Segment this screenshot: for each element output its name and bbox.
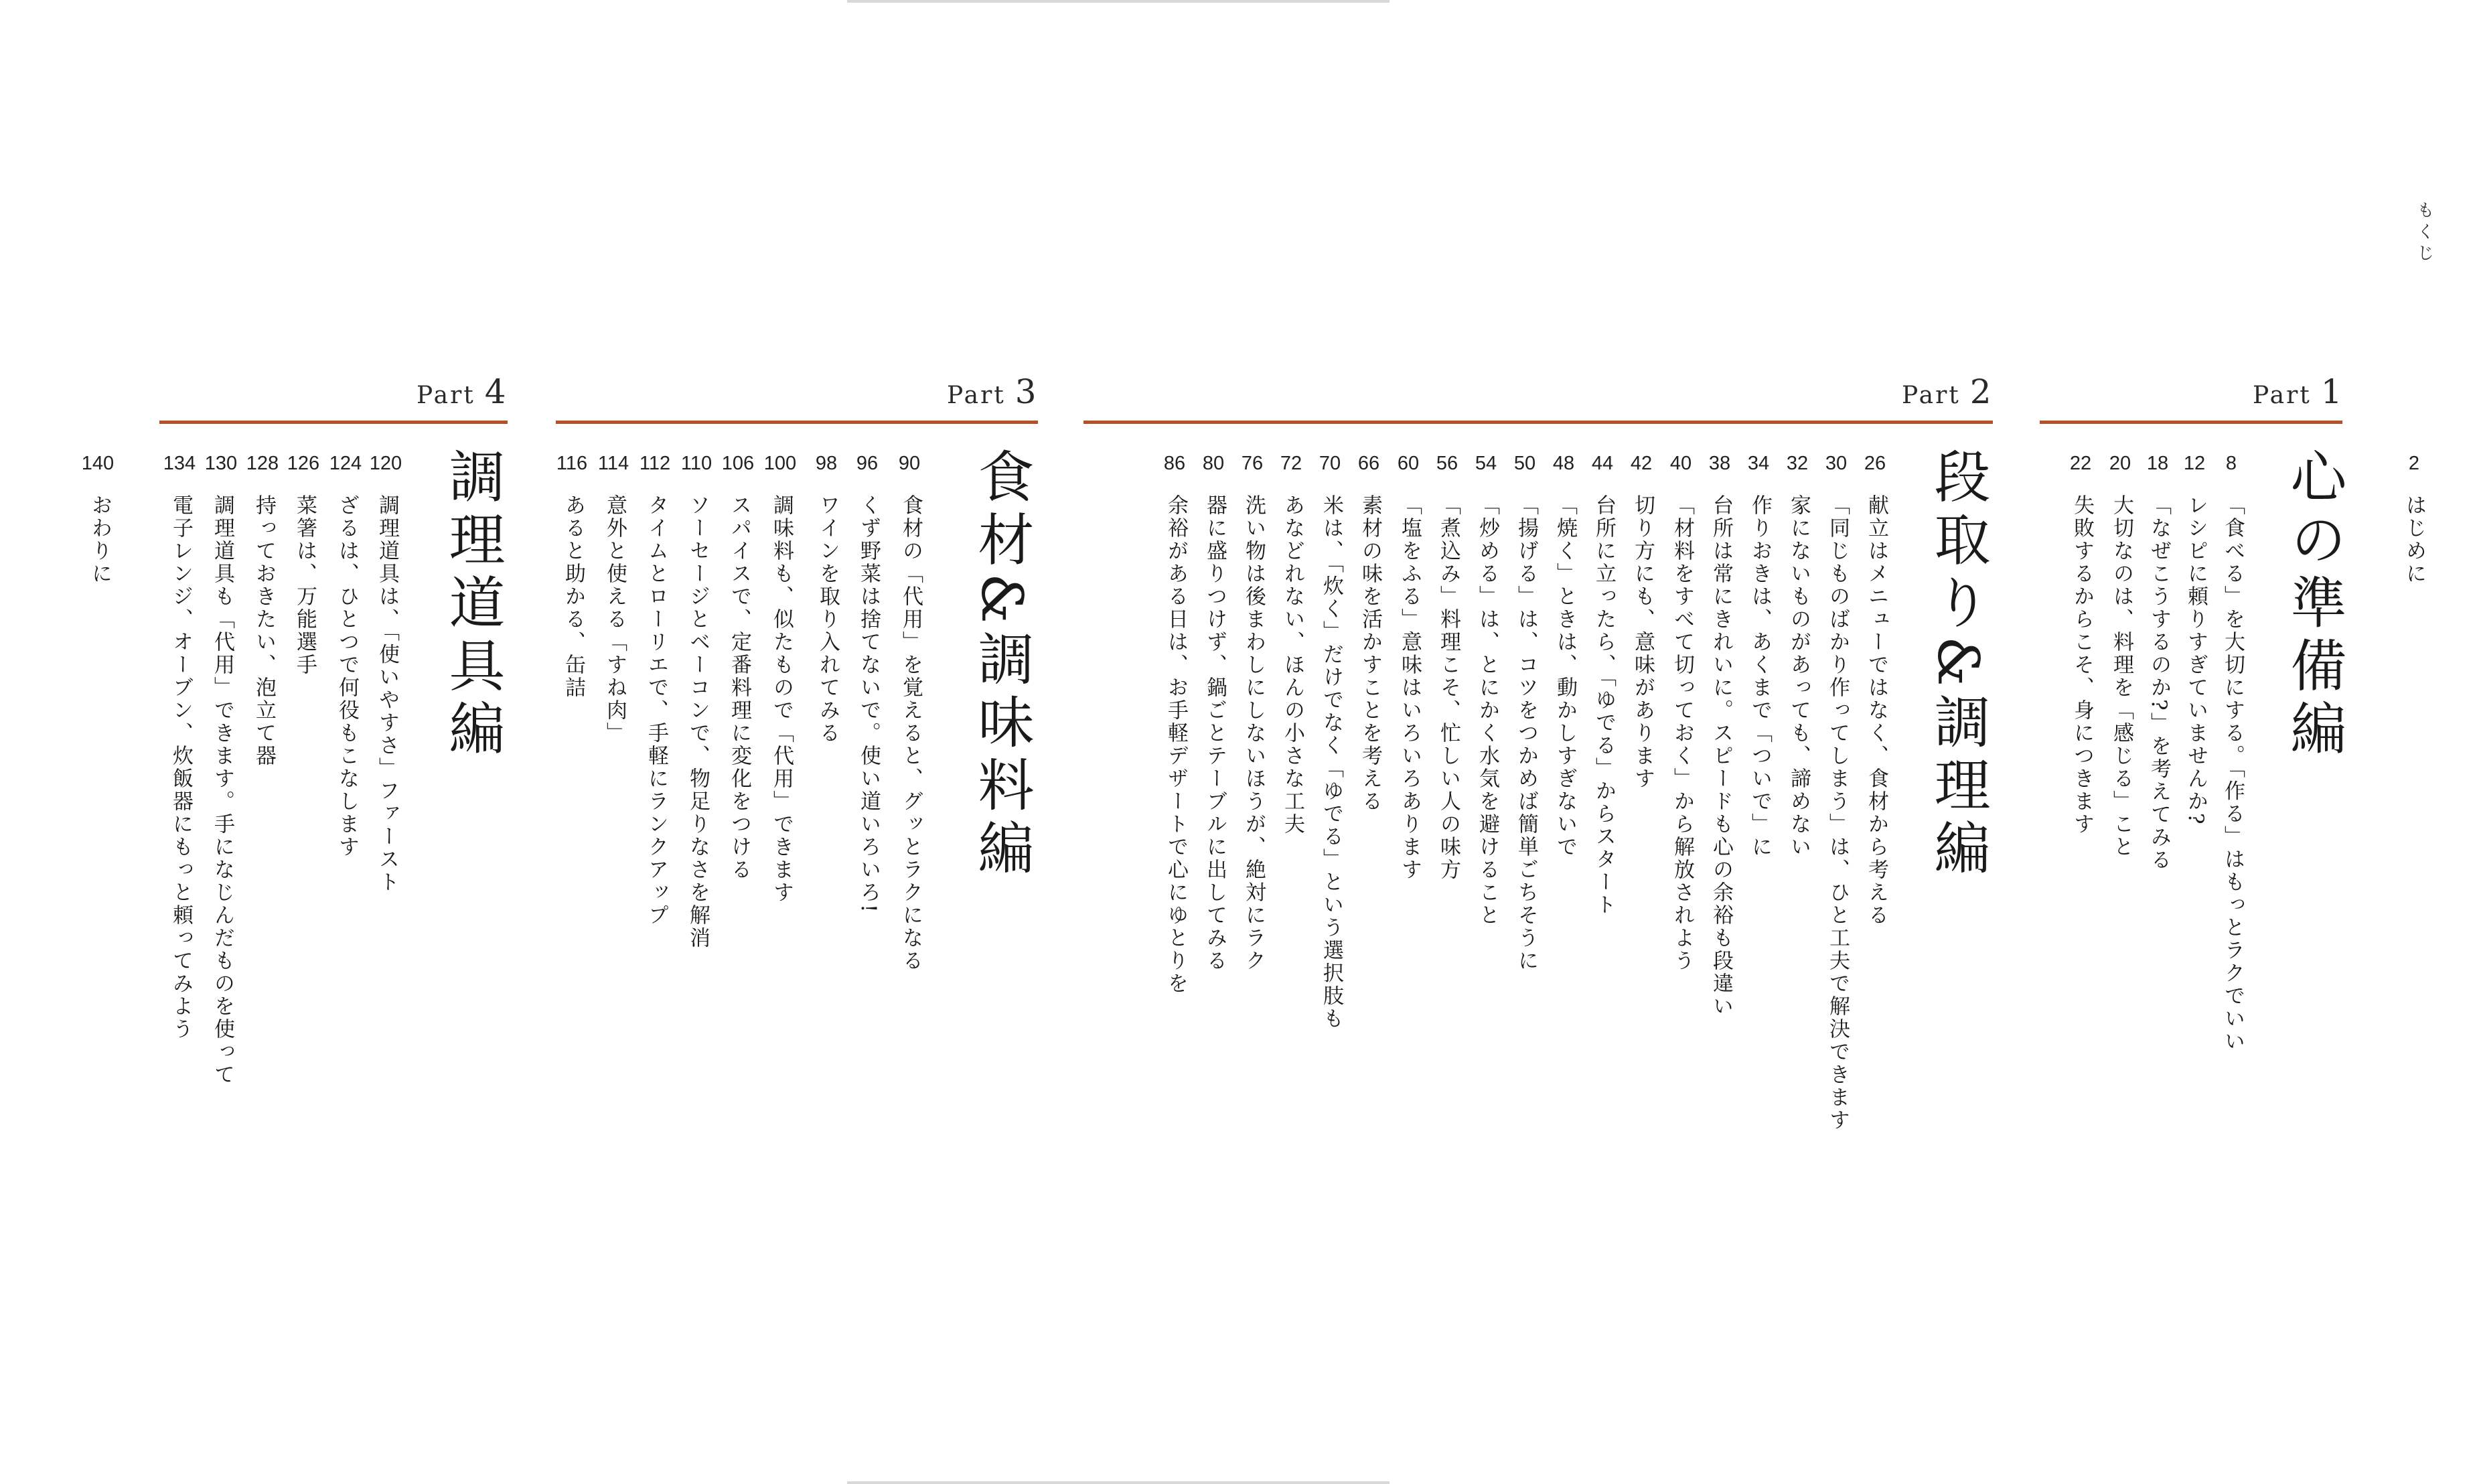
- page-number: 76: [1241, 453, 1264, 474]
- page-number: 38: [1708, 453, 1731, 474]
- bottom-edge-line: [847, 1481, 1390, 1484]
- part-3-divider: [556, 421, 1038, 424]
- outro-page-number: 140: [81, 453, 115, 474]
- part-2-word: Part: [1902, 382, 1961, 409]
- part-1-chapter-title: 心の準備編: [2281, 447, 2347, 762]
- page-number: 20: [2109, 453, 2131, 474]
- page-number: 32: [1786, 453, 1809, 474]
- toc-entry[interactable]: 「揚げる」は、コツをつかめば簡単ごちそうに: [1514, 494, 1538, 972]
- toc-entry[interactable]: 「同じものばかり作ってしまう」は、ひと工夫で解決できます: [1825, 494, 1850, 1132]
- toc-entry[interactable]: 大切なのは、料理を「感じる」こと: [2109, 494, 2133, 859]
- toc-entry[interactable]: 米は、「炊く」だけでなく「ゆでる」という選択肢も: [1319, 494, 1343, 1031]
- toc-entry[interactable]: 余裕がある日は、お手軽デザートで心にゆとりを: [1164, 494, 1188, 995]
- page-number: 26: [1864, 453, 1886, 474]
- part-4-label: [417, 372, 506, 411]
- page-number: 44: [1591, 453, 1614, 474]
- toc-entry[interactable]: 意外と使える「すね肉」: [603, 494, 627, 745]
- page-number: 98: [815, 453, 838, 474]
- toc-entry[interactable]: 台所に立ったら、「ゆでる」からスタート: [1592, 494, 1616, 917]
- part-3-word: Part: [947, 382, 1006, 409]
- page-number: 22: [2069, 453, 2092, 474]
- page-number: 126: [287, 453, 320, 474]
- toc-entry[interactable]: 「材料をすべて切っておく」から解放されよう: [1670, 494, 1694, 972]
- toc-entry[interactable]: スパイスで、定番料理に変化をつける: [727, 494, 751, 881]
- toc-entry[interactable]: 作りおきは、あくまで「ついで」に: [1748, 494, 1772, 859]
- page-number: 100: [763, 453, 797, 474]
- page-number: 70: [1319, 453, 1341, 474]
- toc-entry[interactable]: あなどれない、ほんの小さな工夫: [1280, 494, 1304, 836]
- page-number: 86: [1163, 453, 1186, 474]
- part-1-divider: [2040, 421, 2342, 424]
- toc-entry-intro[interactable]: はじめに: [2402, 494, 2426, 585]
- toc-entry[interactable]: 洗い物は後まわしにしないほうが、絶対にラク: [1242, 494, 1266, 972]
- part-1-label: [2253, 372, 2342, 411]
- toc-entry[interactable]: 「塩をふる」意味はいろいろあります: [1398, 494, 1422, 881]
- page-number: 112: [639, 453, 671, 474]
- top-edge-line: [847, 0, 1390, 3]
- page-number: 120: [369, 453, 402, 474]
- page-number: 106: [721, 453, 755, 474]
- page-number: 8: [2225, 453, 2237, 474]
- part-3-chapter-title: 食材&調味料編: [969, 447, 1035, 882]
- toc-entry[interactable]: 切り方にも、意味があります: [1631, 494, 1655, 790]
- toc-entry[interactable]: 調理道具も「代用」できます。手になじんだものを使って: [210, 494, 234, 1086]
- part-1-word: Part: [2253, 382, 2312, 409]
- page-number: 42: [1630, 453, 1653, 474]
- toc-entry[interactable]: 器に盛りつけず、鍋ごとテーブルに出してみる: [1203, 494, 1227, 972]
- toc-entry[interactable]: 調味料も、似たもので「代用」できます: [769, 494, 794, 904]
- part-2-label: [1902, 372, 1992, 411]
- part-4-divider: [159, 421, 508, 424]
- part-1-number: 1: [2320, 372, 2342, 411]
- toc-entry[interactable]: ざるは、ひとつで何役もこなします: [335, 494, 359, 859]
- page-number: 66: [1357, 453, 1380, 474]
- toc-entry[interactable]: 「焼く」ときは、動かしすぎないで: [1553, 494, 1577, 859]
- toc-entry[interactable]: 食材の「代用」を覚えると、グッとラクになる: [899, 494, 923, 972]
- toc-entry[interactable]: 電子レンジ、オーブン、炊飯器にもっと頼ってみよう: [169, 494, 193, 1041]
- toc-entry[interactable]: 持っておきたい、泡立て器: [252, 494, 276, 767]
- part-3-number: 3: [1015, 372, 1037, 411]
- page-number: 40: [1669, 453, 1692, 474]
- page-number: 12: [2183, 453, 2206, 474]
- part-2-divider: [1083, 421, 1993, 424]
- toc-entry[interactable]: 台所は常にきれいに。スピードも心の余裕も段違い: [1709, 494, 1733, 1018]
- toc-entry[interactable]: 「なぜこうするのか?」を考えてみる: [2147, 494, 2171, 872]
- part-2-chapter-title: 段取り&調理編: [1925, 447, 1991, 882]
- page-number: 18: [2146, 453, 2169, 474]
- page-number: 60: [1397, 453, 1420, 474]
- toc-entry[interactable]: 献立はメニューではなく、食材から考える: [1864, 494, 1888, 927]
- page-number: 30: [1825, 453, 1848, 474]
- toc-entry[interactable]: 家にないものがあっても、諦めない: [1787, 494, 1811, 859]
- page-number: 96: [856, 453, 879, 474]
- toc-entry[interactable]: 調理道具は、「使いやすさ」ファースト: [375, 494, 399, 894]
- page-number: 124: [329, 453, 362, 474]
- page-number: 134: [163, 453, 196, 474]
- intro-page-number: 2: [2408, 453, 2420, 474]
- toc-entry-outro[interactable]: おわりに: [88, 494, 112, 585]
- toc-entry[interactable]: 失敗するからこそ、身につきます: [2070, 494, 2094, 836]
- toc-entry[interactable]: あると助かる、缶詰: [561, 494, 585, 699]
- toc-entry[interactable]: 「炒める」は、とにかく水気を避けること: [1475, 494, 1499, 927]
- page-number: 130: [204, 453, 238, 474]
- page-number: 50: [1513, 453, 1536, 474]
- page-number: 48: [1552, 453, 1575, 474]
- toc-entry[interactable]: 菜箸は、万能選手: [293, 494, 317, 676]
- page-number: 116: [556, 453, 588, 474]
- toc-entry[interactable]: くず野菜は捨てないで。使い道いろいろ!: [856, 494, 881, 915]
- toc-entry[interactable]: 「煮込み」料理こそ、忙しい人の味方: [1436, 494, 1460, 881]
- page-number: 90: [898, 453, 921, 474]
- page-number: 80: [1202, 453, 1225, 474]
- toc-heading: もくじ: [2414, 201, 2434, 265]
- toc-entry[interactable]: ワインを取り入れてみる: [816, 494, 840, 745]
- page-number: 72: [1280, 453, 1302, 474]
- page-number: 114: [597, 453, 629, 474]
- page-number: 54: [1475, 453, 1497, 474]
- part-4-chapter-title: 調理道具編: [440, 447, 506, 762]
- toc-entry[interactable]: レシピに頼りすぎていませんか?: [2184, 494, 2208, 826]
- toc-entry[interactable]: 素材の味を活かすことを考える: [1358, 494, 1382, 813]
- page-number: 34: [1747, 453, 1770, 474]
- page-number: 110: [680, 453, 712, 474]
- part-3-label: [947, 372, 1037, 411]
- toc-entry[interactable]: タイムとローリエで、手軽にランクアップ: [644, 494, 668, 927]
- part-4-number: 4: [484, 372, 506, 411]
- part-2-number: 2: [1969, 372, 1992, 411]
- page-number: 128: [246, 453, 279, 474]
- page-number: 56: [1436, 453, 1458, 474]
- toc-entry[interactable]: 「食べる」を大切にする。「作る」はもっとラクでいい: [2221, 494, 2245, 1053]
- toc-entry[interactable]: ソーセージとベーコンで、物足りなさを解消: [686, 494, 710, 950]
- part-4-word: Part: [417, 382, 475, 409]
